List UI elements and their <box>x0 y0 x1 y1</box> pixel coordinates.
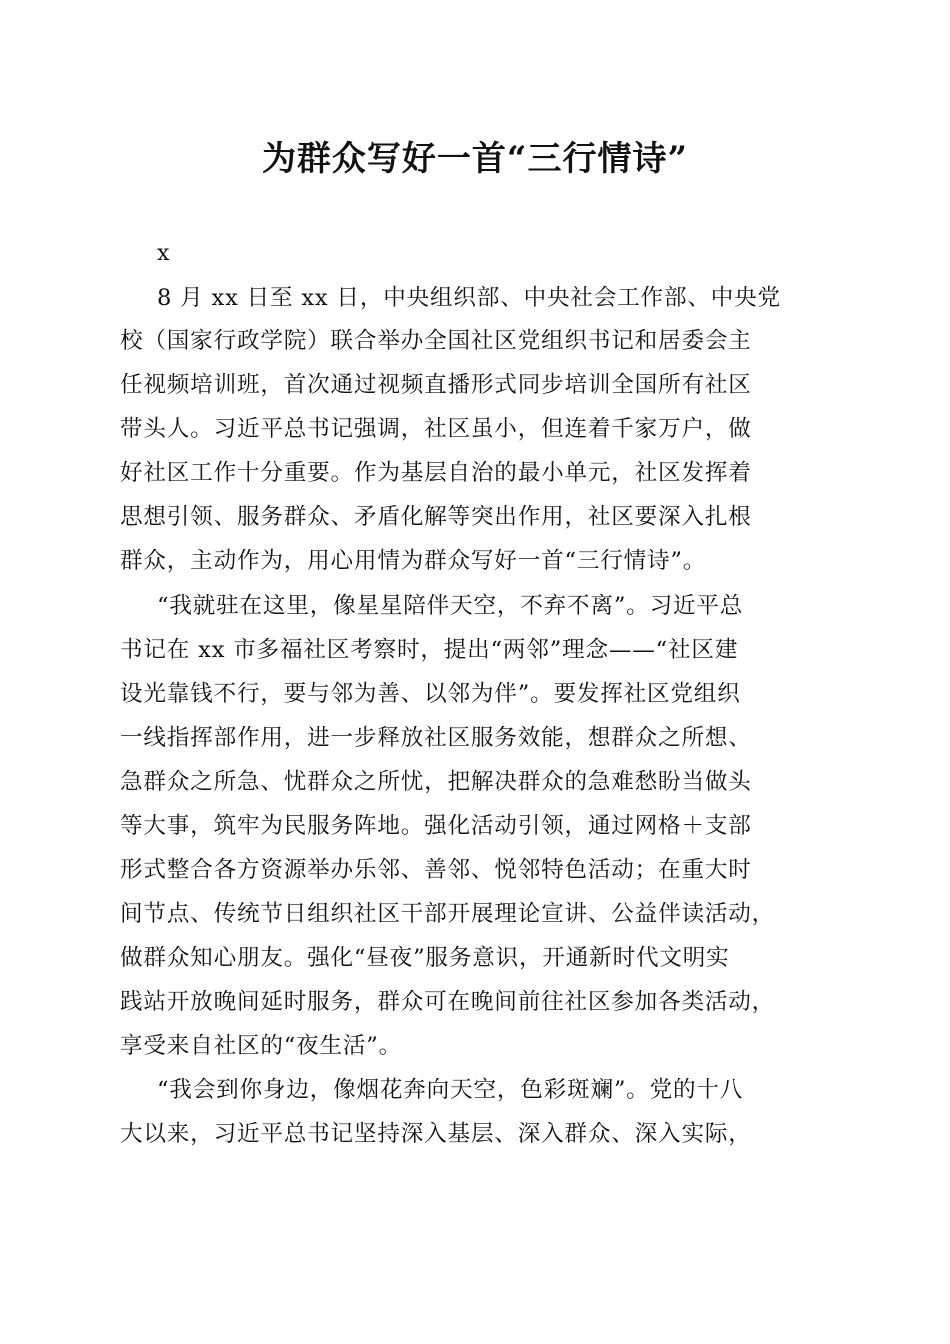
paragraph-2-line-5: 急群众之所急、忧群众之所忧，把解决群众的急难愁盼当做头 <box>120 769 752 795</box>
paragraph-3-line-1: “我会到你身边，像烟花奔向天空，色彩斑斓”。党的十八 <box>157 1077 744 1103</box>
paragraph-3-line-2: 大以来，习近平总书记坚持深入基层、深入群众、深入实际， <box>120 1121 752 1147</box>
document-title: 为群众写好一首“三行情诗” <box>261 139 689 179</box>
paragraph-1-line-6: 思想引领、服务群众、矛盾化解等突出作用，社区要深入扎根 <box>120 504 752 530</box>
paragraph-2-line-8: 间节点、传统节日组织社区干部开展理论宣讲、公益伴读活动， <box>120 901 776 927</box>
paragraph-2-line-2: 书记在 xx 市多福社区考察时，提出“两邻”理念——“社区建 <box>120 637 739 663</box>
paragraph-2-line-7: 形式整合各方资源举办乐邻、善邻、悦邻特色活动；在重大时 <box>120 857 752 883</box>
paragraph-2-line-9: 做群众知心朋友。强化“昼夜”服务意识，开通新时代文明实 <box>120 945 730 971</box>
paragraph-1-line-3: 任视频培训班，首次通过视频直播形式同步培训全国所有社区 <box>120 372 752 398</box>
paragraph-2-line-6: 等大事，筑牢为民服务阵地。强化活动引领，通过网格＋支部 <box>120 813 752 839</box>
paragraph-2-line-10: 践站开放晚间延时服务，群众可在晚间前往社区参加各类活动， <box>120 989 776 1015</box>
author-name: x <box>157 241 170 266</box>
paragraph-2-line-3: 设光靠钱不行，要与邻为善、以邻为伴”。要发挥社区党组织 <box>120 681 741 707</box>
paragraph-1-line-7: 群众，主动作为，用心用情为群众写好一首“三行情诗”。 <box>120 548 707 574</box>
paragraph-2-line-11: 享受来自社区的“夜生活”。 <box>120 1033 403 1059</box>
paragraph-2-line-4: 一线指挥部作用，进一步释放社区服务效能，想群众之所想、 <box>120 725 752 751</box>
paragraph-1-line-4: 带头人。习近平总书记强调，社区虽小，但连着千家万户，做 <box>120 416 752 442</box>
paragraph-1-line-1: 8 月 xx 日至 xx 日，中央组织部、中央社会工作部、中央党 <box>157 285 781 311</box>
paragraph-2-line-1: “我就驻在这里，像星星陪伴天空，不弃不离”。习近平总 <box>157 593 744 619</box>
paragraph-1-line-5: 好社区工作十分重要。作为基层自治的最小单元，社区发挥着 <box>120 460 752 486</box>
paragraph-1-line-2: 校（国家行政学院）联合举办全国社区党组织书记和居委会主 <box>120 328 752 354</box>
